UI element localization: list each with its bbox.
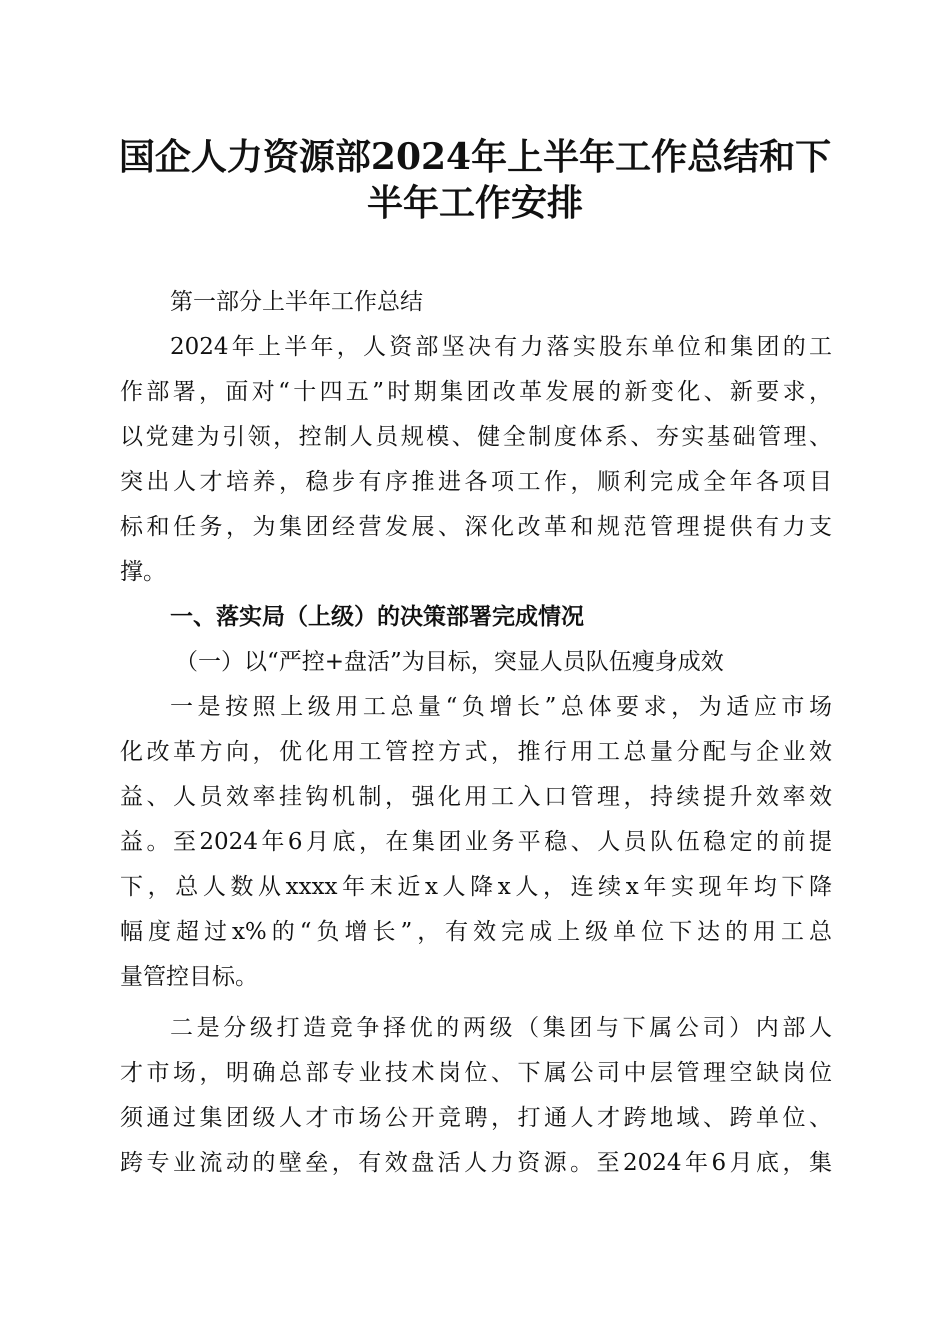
intro-paragraph [120,325,832,595]
paragraph-line: 化改革方向，优化用工管控方式，推行用工总量分配与企业效 [120,739,832,765]
paragraph-line: 跨专业流动的壁垒，有效盘活人力资源。至2024年6月底，集 [120,1150,832,1176]
title-line-2: 半年工作安排 [366,182,583,224]
document-body [120,280,832,1186]
paragraph-line: 以党建为引领，控制人员规模、健全制度体系、夯实基础管理、 [120,424,832,450]
paragraph-line: 一是按照上级用工总量“负增长”总体要求，为适应市场 [170,694,832,720]
paragraph-line: 突出人才培养，稳步有序推进各项工作，顺利完成全年各项目 [120,469,832,495]
paragraph-line: 标和任务，为集团经营发展、深化改革和规范管理提供有力支 [120,514,832,540]
paragraph-line: 益、人员效率挂钩机制，强化用工入口管理，持续提升效率效 [120,784,832,810]
paragraph-line: 2024年上半年，人资部坚决有力落实股东单位和集团的工 [170,334,832,360]
document-title [90,134,860,226]
title-line-1: 国企人力资源部2024年上半年工作总结和下 [118,136,832,178]
paragraph-line: 益。至2024年6月底，在集团业务平稳、人员队伍稳定的前提 [120,829,832,855]
paragraph-line: 作部署，面对“十四五”时期集团改革发展的新变化、新要求， [120,379,832,405]
paragraph-line: 二是分级打造竞争择优的两级（集团与下属公司）内部人 [170,1015,832,1041]
paragraph-line: 撑。 [120,559,166,585]
paragraph-line: 量管控目标。 [120,964,258,990]
paragraph-line: 才市场，明确总部专业技术岗位、下属公司中层管理空缺岗位 [120,1060,832,1086]
part-heading: 第一部分上半年工作总结 [170,289,423,315]
paragraph-line: 幅度超过x%的“负增长”，有效完成上级单位下达的用工总 [120,919,832,945]
section-heading: 一、落实局（上级）的决策部署完成情况 [170,604,584,630]
point-two-paragraph [120,1006,832,1186]
subsection-heading: （一）以“严控+盘活”为目标，突显人员队伍瘦身成效 [175,649,724,675]
paragraph-line: 下，总人数从xxxx年末近x人降x人，连续x年实现年均下降 [120,874,832,900]
paragraph-line: 须通过集团级人才市场公开竞聘，打通人才跨地域、跨单位、 [120,1105,832,1131]
point-one-paragraph [120,685,832,1000]
